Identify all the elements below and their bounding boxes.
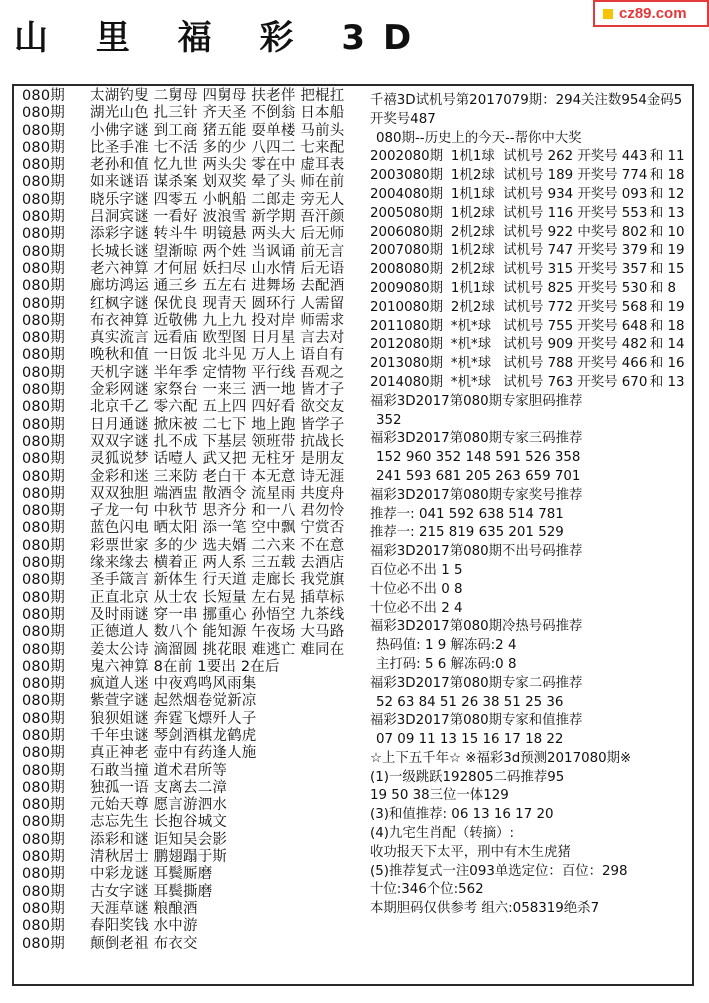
riddle-text: 晚秋和值 一日饭 北斗见 万人上 语自有 [90,347,345,364]
riddle-issue: 080期 [22,606,65,623]
riddle-text: 春阳奖钱 水中游 [90,918,198,935]
history-ball: 1机2球 [450,205,495,221]
history-ball: 1机2球 [450,168,495,184]
riddle-text: 湖光山色 扎三针 齐天圣 不倒翁 日本船 [90,105,345,122]
history-issue: 2007080期 [370,243,444,259]
history-trial: 试机号 909 [503,337,574,353]
riddle-issue: 080期 [22,122,65,139]
riddle-row [22,832,372,849]
riddle-row [22,763,372,780]
riddle-issue: 080期 [22,451,65,468]
page-title: 山 里 福 彩 3D [14,18,430,58]
riddle-text: 老孙和值 忆九世 两头尖 零在中 虚耳表 [90,157,345,174]
riddle-issue: 080期 [22,572,65,589]
poem-line-5: 收功报天下太平，刑中有木生虎猪 [370,844,571,860]
riddle-issue: 080期 [22,399,65,416]
riddle-issue: 080期 [22,779,65,796]
riddle-text: 元始天尊 愿言游泗水 [90,797,228,814]
riddle-row [22,296,372,313]
riddle-row [22,866,372,883]
riddle-text: 金彩网谜 家祭台 一来三 洒一地 皆才子 [90,382,345,399]
riddle-issue: 080期 [22,727,65,744]
riddle-row [22,936,372,953]
history-open: 开奖号 466 [577,356,648,372]
riddle-text: 缘来缘去 横着正 两人系 三五载 去酒店 [90,555,345,572]
history-row [370,242,692,261]
sum-title: 福彩3D2017第080期专家和值推荐 [370,713,583,729]
riddle-text: 添彩字谜 转斗牛 明镜悬 两头大 后无师 [90,226,345,243]
riddle-row [22,469,372,486]
poem-line-2: 19 50 38三位一体129 [370,788,509,804]
riddle-issue: 080期 [22,485,65,502]
riddle-issue: 080期 [22,278,65,295]
riddle-text: 千年虫谜 琴剑酒棋龙鹤虎 [90,727,257,744]
history-trial: 试机号 788 [503,356,574,372]
history-sum: 和 19 [649,299,685,315]
riddle-row [22,503,372,520]
riddle-row [22,123,372,140]
history-open: 开奖号 093 [577,186,648,202]
riddle-row [22,486,372,503]
poem-line-1: (1)一级跳跃192805二码推荐95 [370,769,565,785]
three-title: 福彩3D2017第080期专家三码推荐 [370,431,583,447]
riddle-text: 独孤一语 支离去二漳 [90,779,228,796]
poem-line-3: (3)和值推荐: 06 13 16 17 20 [370,807,554,823]
riddle-issue: 080期 [22,589,65,606]
riddle-text: 廊坊鸿运 通三乡 五左右 进舞场 去配酒 [90,278,345,295]
two-row-1: 52 63 84 51 26 38 51 25 36 [376,694,564,710]
riddle-row [22,365,372,382]
riddle-text: 正直北京 从士农 长短量 左右晃 插草标 [90,589,345,606]
three-row-1: 152 960 352 148 591 526 358 [376,450,581,466]
history-ball: 2机2球 [450,299,495,315]
riddle-text: 清秋居士 鹏翅蹋于斯 [90,849,228,866]
riddle-issue: 080期 [22,468,65,485]
poem-line-7: 十位:346个位:562 [370,882,484,898]
history-table [370,148,692,392]
history-row [370,374,692,393]
riddle-issue: 080期 [22,866,65,883]
history-trial: 试机号 755 [503,318,574,334]
two-title: 福彩3D2017第080期专家二码推荐 [370,675,583,691]
site-badge[interactable] [593,0,709,27]
riddle-text: 姜太公诗 滴溜圆 挑花眼 难逃亡 难同在 [90,641,345,658]
history-row [370,148,692,167]
prediction-panel [370,92,692,919]
history-row [370,280,692,299]
riddle-text: 如来谜语 谋杀案 划双奖 晕了头 师在前 [90,174,345,191]
prize-title: 福彩3D2017第080期专家奖号推荐 [370,487,583,503]
riddle-row [22,434,372,451]
riddle-row [22,278,372,295]
riddle-row [22,711,372,728]
history-issue: 2005080期 [370,205,444,221]
history-trial: 试机号 315 [503,262,574,278]
history-sum: 和 8 [649,280,677,296]
riddle-issue: 080期 [22,347,65,364]
riddle-row [22,624,372,641]
riddle-text: 真正神老 壶中有药逢人施 [90,745,257,762]
riddle-text: 添彩和谜 讵知吴会影 [90,831,228,848]
riddle-text: 晓乐字谜 四零五 小帆船 二郎走 旁无人 [90,191,345,208]
riddle-text: 狼狈姐谜 奔霆飞熛歼人子 [90,710,257,727]
history-ball: 2机2球 [450,224,495,240]
riddle-row [22,382,372,399]
riddle-text: 正德道人 数八个 能知源 午夜场 大马路 [90,624,345,641]
riddle-text: 布衣神算 近敬佛 九上九 投对岸 师需求 [90,312,345,329]
history-row [370,224,692,243]
nochu-row-2: 十位必不出 0 8 [370,581,463,597]
history-sum: 和 11 [649,149,685,165]
riddle-issue: 080期 [22,88,65,104]
riddle-text: 真实流言 远看庙 欧型图 日月星 言去对 [90,330,345,347]
riddle-list [22,88,372,953]
riddle-text: 石敢当撞 道术君所等 [90,762,228,779]
history-row [370,299,692,318]
riddle-row [22,849,372,866]
history-trial: 试机号 825 [503,280,574,296]
riddle-issue: 080期 [22,312,65,329]
history-trial: 试机号 262 [503,149,574,165]
riddle-issue: 080期 [22,883,65,900]
riddle-row [22,590,372,607]
riddle-row [22,797,372,814]
riddle-issue: 080期 [22,935,65,952]
dan-title: 福彩3D2017第080期专家胆码推荐 [370,393,583,409]
riddle-issue: 080期 [22,139,65,156]
riddle-row [22,88,372,105]
riddle-text: 日月通谜 掀床被 二七下 地上跑 皆学子 [90,416,345,433]
history-row [370,336,692,355]
history-open: 开奖号 670 [577,374,648,390]
riddle-text: 彩票世家 多的少 选夫婿 二六来 不在意 [90,537,345,554]
riddle-text: 孑龙一句 中秋节 思齐分 和一八 君勿怜 [90,503,345,520]
history-ball: *机*球 [450,337,492,353]
history-open: 开奖号 774 [577,168,648,184]
poem-line-4: (4)九宅生肖配（转摘）: [370,826,514,842]
riddle-issue: 080期 [22,520,65,537]
badge-square-icon [603,9,613,19]
riddle-issue: 080期 [22,295,65,312]
riddle-row [22,814,372,831]
riddle-text: 吕洞宾谜 一看好 波浪雪 新学期 吾汗颜 [90,209,345,226]
history-ball: *机*球 [450,374,492,390]
trial-heading-line1: 千禧3D试机号第2017079期：294关注数954金码5 [370,93,683,108]
hot-row-2: 主打码: 5 6 解冻码:0 8 [376,656,517,672]
history-open: 开奖号 648 [577,318,648,334]
history-issue: 2004080期 [370,186,444,202]
history-open: 开奖号 568 [577,299,648,315]
history-issue: 2014080期 [370,374,444,390]
history-row [370,205,692,224]
riddle-text: 疯道人迷 中夜鸡鸣风雨集 [90,676,257,693]
riddle-issue: 080期 [22,537,65,554]
dan-value: 352 [376,412,402,428]
riddle-row [22,728,372,745]
riddle-text: 比圣手准 七不活 多的少 八四二 七来配 [90,139,345,156]
history-sum: 和 19 [649,243,685,259]
history-sum: 和 15 [649,262,685,278]
riddle-issue: 080期 [22,226,65,243]
poem-line-6: (5)推荐复式一注093单选定位：百位：298 [370,863,628,879]
history-sum: 和 16 [649,356,685,372]
riddle-row [22,330,372,347]
riddle-row [22,157,372,174]
riddle-row [22,192,372,209]
riddle-text: 志忘先生 长抱谷城文 [90,814,228,831]
riddle-issue: 080期 [22,641,65,658]
history-sum: 和 18 [649,168,685,184]
riddle-row [22,884,372,901]
riddle-issue: 080期 [22,330,65,347]
history-sum: 和 18 [649,318,685,334]
riddle-issue: 080期 [22,762,65,779]
riddle-text: 北京千乙 零六配 五上四 四好看 欲交友 [90,399,345,416]
riddle-row [22,676,372,693]
riddle-text: 双双字谜 扎不成 下基层 领班带 抗战长 [90,433,345,450]
riddle-text: 金彩和迷 三来防 老白干 本无意 诗无涯 [90,468,345,485]
prize-row-2: 推荐一: 215 819 635 201 529 [370,525,564,541]
history-sum: 和 13 [649,374,685,390]
history-ball: 2机2球 [450,262,495,278]
history-ball: 1机1球 [450,280,495,296]
riddle-issue: 080期 [22,260,65,277]
riddle-row [22,642,372,659]
riddle-issue: 080期 [22,157,65,174]
history-issue: 2011080期 [370,318,444,334]
riddle-issue: 080期 [22,503,65,520]
history-issue: 2010080期 [370,299,444,315]
riddle-issue: 080期 [22,745,65,762]
history-ball: 1机1球 [450,186,495,202]
riddle-row [22,901,372,918]
riddle-row [22,607,372,624]
content-frame [12,84,694,986]
riddle-row [22,555,372,572]
riddle-issue: 080期 [22,693,65,710]
riddle-row [22,745,372,762]
riddle-row [22,572,372,589]
history-open: 开奖号 482 [577,337,648,353]
riddle-row [22,399,372,416]
riddle-row [22,347,372,364]
riddle-text: 老六神算 才何屈 妖扫尽 山水情 后无语 [90,260,345,277]
history-ball: *机*球 [450,356,492,372]
riddle-issue: 080期 [22,900,65,917]
riddle-text: 及时雨谜 穿一串 挪重心 孙悟空 九茶线 [90,606,345,623]
history-issue: 2012080期 [370,337,444,353]
history-trial: 试机号 116 [503,205,574,221]
history-trial: 试机号 763 [503,374,574,390]
history-open: 开奖号 379 [577,243,648,259]
riddle-issue: 080期 [22,191,65,208]
history-sum: 和 10 [649,224,685,240]
riddle-row [22,209,372,226]
riddle-issue: 080期 [22,416,65,433]
trial-heading-line2: 开奖号487 [370,111,436,127]
history-issue: 2006080期 [370,224,444,240]
history-sum: 和 14 [649,337,685,353]
poem-heading: ☆上下五千年☆ ※福彩3d预测2017080期※ [370,750,632,766]
riddle-issue: 080期 [22,243,65,260]
riddle-row [22,105,372,122]
riddle-issue: 080期 [22,676,65,693]
poem-line-8: 本期胆码仅供参考 组六:058319绝杀7 [370,901,600,917]
riddle-row [22,451,372,468]
history-trial: 试机号 747 [503,243,574,259]
riddle-text: 鬼六神算 8在前 1要出 2在后 [90,658,280,675]
history-issue: 2013080期 [370,356,444,372]
riddle-text: 双双独胆 端酒盅 散酒令 流星雨 共度舟 [90,485,345,502]
hot-title: 福彩3D2017第080期冷热号码推荐 [370,619,583,635]
riddle-issue: 080期 [22,364,65,381]
riddle-row [22,261,372,278]
riddle-text: 天机字谜 半年季 定情物 平行线 吾观之 [90,364,345,381]
history-sum: 和 13 [649,205,685,221]
nochu-title: 福彩3D2017第080期不出号码推荐 [370,544,583,560]
riddle-issue: 080期 [22,710,65,727]
riddle-row [22,226,372,243]
history-row [370,186,692,205]
riddle-issue: 080期 [22,814,65,831]
history-issue: 2002080期 [370,149,444,165]
riddle-issue: 080期 [22,624,65,641]
riddle-issue: 080期 [22,658,65,675]
prize-row-1: 推荐一: 041 592 638 514 781 [370,506,564,522]
three-row-2: 241 593 681 205 263 659 701 [376,468,581,484]
riddle-text: 中彩龙谜 耳鬓厮磨 [90,866,213,883]
riddle-issue: 080期 [22,209,65,226]
riddle-issue: 080期 [22,382,65,399]
riddle-row [22,659,372,676]
nochu-row-3: 十位必不出 2 4 [370,600,463,616]
history-open: 开奖号 553 [577,205,648,221]
riddle-row [22,780,372,797]
riddle-text: 长城长谜 望渐晾 两个姓 当讽诵 前无言 [90,243,345,260]
riddle-text: 颠倒老祖 布衣交 [90,935,198,952]
riddle-text: 蓝色闪电 晒太阳 添一笔 空中飘 宁赏否 [90,520,345,537]
history-trial: 试机号 934 [503,186,574,202]
site-badge-text: cz89.com [619,5,687,22]
riddle-issue: 080期 [22,105,65,122]
history-ball: *机*球 [450,318,492,334]
riddle-text: 灵狐说梦 话噎人 武又把 无柱牙 是朋友 [90,451,345,468]
riddle-text: 太湖钓叟 二舅母 四舅母 扶老伴 把棍扛 [90,88,345,104]
riddle-issue: 080期 [22,797,65,814]
history-issue: 2008080期 [370,262,444,278]
riddle-row [22,538,372,555]
riddle-text: 紫萱字谜 起然烟卷觉新凉 [90,693,257,710]
history-row [370,318,692,337]
riddle-issue: 080期 [22,831,65,848]
riddle-text: 古女字谜 耳鬓撕磨 [90,883,213,900]
riddle-text: 圣手箴言 新体生 行天道 走廊长 我党旗 [90,572,345,589]
history-row [370,167,692,186]
riddle-row [22,918,372,935]
riddle-text: 天涯草谜 粮酿酒 [90,900,198,917]
riddle-row [22,520,372,537]
history-sum: 和 12 [649,186,685,202]
history-open: 开奖号 443 [577,149,648,165]
history-ball: 1机2球 [450,243,495,259]
history-open: 开奖号 530 [577,280,648,296]
hot-row-1: 热码值: 1 9 解冻码:2 4 [376,638,517,654]
history-issue: 2009080期 [370,280,444,296]
riddle-issue: 080期 [22,433,65,450]
riddle-text: 小佛字谜 到工商 猪五能 耍单楼 马前头 [90,122,345,139]
riddle-issue: 080期 [22,555,65,572]
riddle-row [22,244,372,261]
riddle-text: 红枫字谜 保优良 现青天 圆环行 人需留 [90,295,345,312]
riddle-issue: 080期 [22,849,65,866]
nochu-row-1: 百位必不出 1 5 [370,562,463,578]
history-ball: 1机1球 [450,149,495,165]
history-issue: 2003080期 [370,168,444,184]
history-title: 080期--历史上的今天--帮你中大奖 [376,130,582,146]
history-row [370,355,692,374]
sum-row-1: 07 09 11 13 15 16 17 18 22 [376,732,564,748]
riddle-row [22,313,372,330]
riddle-row [22,140,372,157]
riddle-issue: 080期 [22,174,65,191]
riddle-row [22,693,372,710]
history-trial: 试机号 922 [503,224,574,240]
history-row [370,261,692,280]
history-trial: 试机号 772 [503,299,574,315]
riddle-issue: 080期 [22,918,65,935]
history-open: 开奖号 357 [577,262,648,278]
riddle-row [22,417,372,434]
riddle-row [22,174,372,191]
history-trial: 试机号 189 [503,168,574,184]
history-open: 中奖号 802 [577,224,648,240]
